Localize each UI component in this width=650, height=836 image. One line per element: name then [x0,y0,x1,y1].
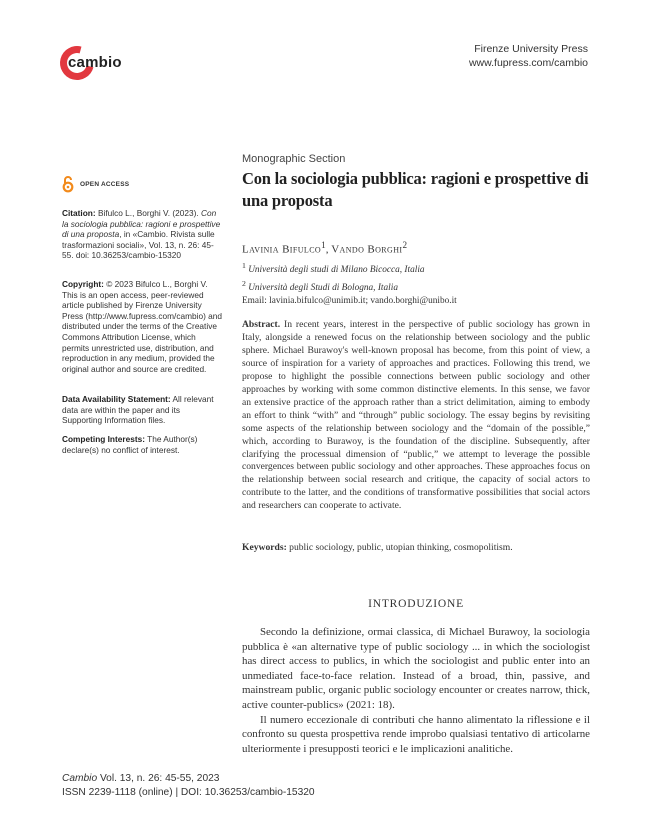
affiliation-sup: 1 [242,261,246,270]
footer-volume: Vol. 13, n. 26: 45-55, 2023 [97,773,220,784]
keywords [242,542,590,553]
abstract [242,319,590,513]
citation-authors: Bifulco L., Borghi V. (2023). [95,208,201,218]
author-name: Lavinia Bifulco [242,243,322,256]
footer-line-1 [62,772,315,786]
affiliation-1 [242,259,457,277]
publisher-url[interactable]: www.fupress.com/cambio [468,57,588,69]
author-sup: 2 [402,240,408,250]
abstract-text: In recent years, interest in the perspective of public sociology has grown in Italy, alongside a renewed focus on the relationship between sociology and the public sphere. Michael Burawoy's well-known proposal has become, from this point of view, a source of inspiration for a variety of approaches and practices. Following this trend, we propose to highlight the possible connections between public sociology and other approaches by working with some common distinctive elements. In this sense, we favor an extensive practice of the approach rather than a strict delimitation, aiming to embody an effort to think “with” and “through” public sociology. The essay begins by revisiting some aspects of the relationship between sociology and the “domain of the possible,” which, according to Burawoy, is the foundation of the discipline. Subsequently, after clarifying the processual dimension of “public,” we attempt to leverage the possible convergences between public sociology and other approaches. These approaches focus on the relationship between social research and critique, the capacity of social actors to contribute to the latter, and the conditions of transformative possibilities that social actors and researchers can cooperate to activate. [242,319,590,512]
intro-heading: INTRODUZIONE [368,598,464,610]
citation-label: Citation: [62,208,96,218]
competing-interests-block [62,434,222,455]
logo-text: cambio [68,54,122,71]
author-list [242,240,407,256]
citation-block [62,208,222,261]
data-availability-label: Data Availability Statement: [62,394,171,404]
affiliation-text: Università degli Studi di Bologna, Italia [245,283,398,294]
footer-issn: ISSN 2239-1118 (online) | DOI: 10.36253/cambio-15320 [62,786,315,798]
author-separator: , [325,243,332,256]
copyright-text: © 2023 Bifulco L., Borghi V. This is an open access, peer-reviewed article published by Firenze University Press (http://www.fupress.com/cambio) and distributed under the terms of the Creative Commons Attribution License, which permits unrestricted use, distribution, and reproduction in any medium, provided the original author and source are credited. [62,279,223,374]
author-sup: 1 [321,240,326,250]
affiliation-text: Università degli studi di Milano Bicocca, Italia [245,265,425,276]
data-availability-text: All relevant data are within the paper and its Supporting Information files. [62,394,214,426]
journal-footer [62,772,315,799]
citation-rest: , in «Cambio. Rivista sulle trasformazioni sociali», Vol. 13, n. 26: 45-55. doi: 10.36253/cambio-15320 [62,229,215,261]
publisher-info [469,42,588,70]
keywords-text: public sociology, public, utopian thinking, cosmopolitism. [286,542,513,553]
citation-title: Con la sociologia pubblica: ragioni e prospettive di una proposta [62,208,221,240]
section-label: Monographic Section [242,153,346,165]
abstract-label: Abstract. [242,319,281,330]
author-name: Vando Borghi [331,243,403,256]
intro-paragraph: Secondo la definizione, ormai classica, di Michael Burawoy, la sociologia pubblica è «an alternative type of public sociology ... in which the sociologist has direct access to publics, in which the sociologist and public enter into an unmediated face-to-face relation. Instead of a broad, thin, passive, and mainstream public, organic public sociology encounter or creates narrow, thick, active counter-publics» (2021: 18). [242,626,590,711]
open-access-label: OPEN ACCESS [80,181,130,188]
copyright-block [62,279,222,374]
affiliation-sup: 2 [242,279,246,289]
publisher-name: Firenze University Press [474,43,588,55]
competing-interests-text: The Author(s) declare(s) no conflict of interest. [62,434,198,455]
affiliation-2 [242,277,457,295]
affiliations [242,259,457,308]
footer-journal: Cambio [62,773,98,784]
author-email: Email: lavinia.bifulco@unimib.it; vando.borghi@unibo.it [242,296,457,307]
open-access-lock-icon [62,175,74,193]
intro-paragraph: Il numero eccezionale di contributi che hanno alimentato la riflessione e il confronto su questa prospettiva rende improbo qualsiasi tentativo di articolarne ulteriormente i presupposti teorici e le implicazioni analitiche. [242,713,590,755]
copyright-label: Copyright: [62,279,104,289]
competing-interests-label: Competing Interests: [62,434,145,444]
journal-logo [60,46,120,90]
intro-body [242,625,590,756]
article-title: Con la sociologia pubblica: ragioni e prospettive di una proposta [242,169,589,210]
keywords-label: Keywords: [242,542,287,553]
data-availability-block [62,394,222,426]
